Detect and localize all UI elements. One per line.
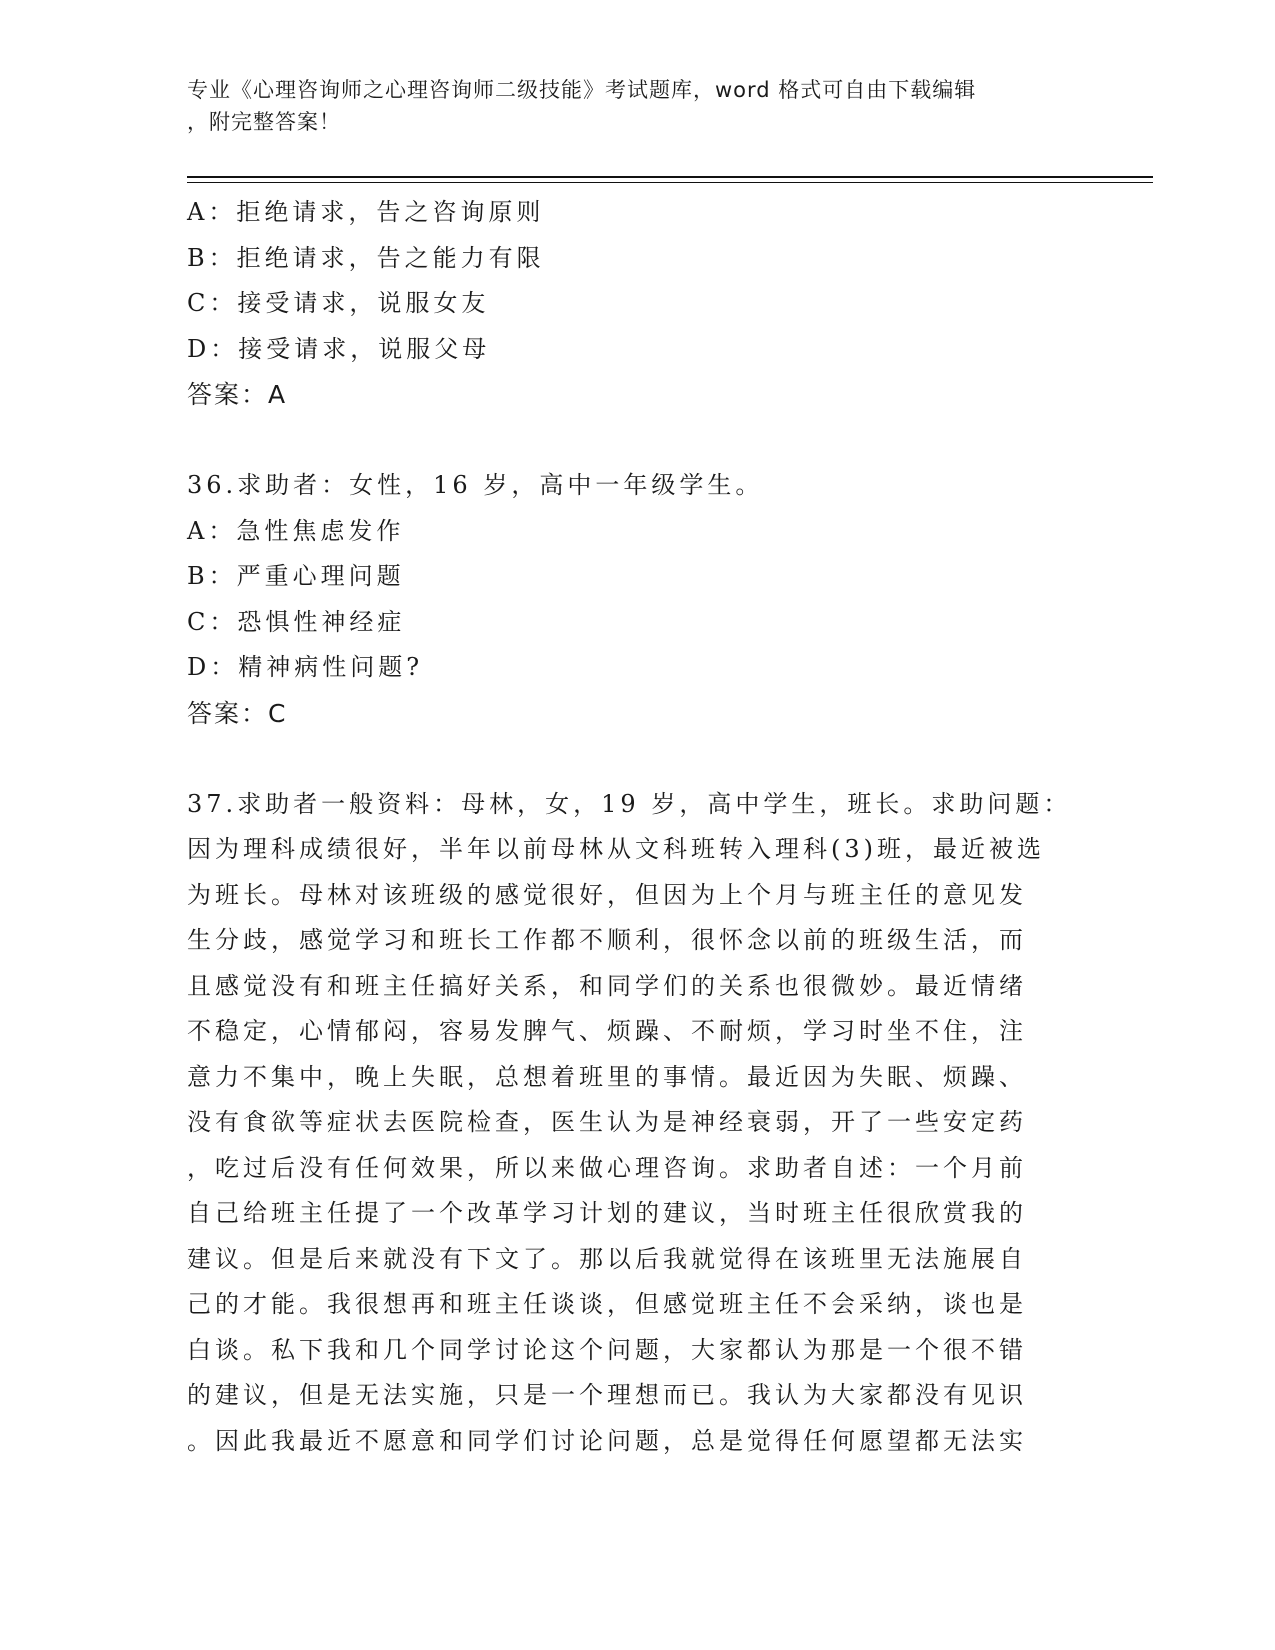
- question-36-block: [187, 463, 1077, 736]
- header-rule-thick: [187, 176, 1153, 178]
- paragraph-line: 生分歧，感觉学习和班长工作都不顺利，很怀念以前的班级生活，而: [187, 926, 1027, 954]
- question-stem: 36.求助者：女性，16 岁，高中一年级学生。: [187, 471, 764, 499]
- option-d: D：接受请求，说服父母: [187, 334, 491, 363]
- option-b: B：拒绝请求，告之能力有限: [187, 243, 545, 272]
- paragraph-line: 没有食欲等症状去医院检查，医生认为是神经衰弱，开了一些安定药: [187, 1108, 1027, 1136]
- paragraph-line: 意力不集中，晚上失眠，总想着班里的事情。最近因为失眠、烦躁、: [187, 1062, 1027, 1091]
- paragraph-line: 且感觉没有和班主任搞好关系，和同学们的关系也很微妙。最近情绪: [187, 971, 1027, 1000]
- spacer: [187, 736, 1077, 782]
- document-body: [187, 190, 1077, 1464]
- question-35-block: [187, 190, 1077, 418]
- option-d: D：精神病性问题?: [187, 653, 424, 681]
- question-37-block: [187, 782, 1077, 1465]
- paragraph-line: 因为理科成绩很好，半年以前母林从文科班转入理科(3)班，最近被选: [187, 835, 1045, 863]
- paragraph-line: 自己给班主任提了一个改革学习计划的建议，当时班主任很欣赏我的: [187, 1199, 1027, 1227]
- paragraph-line: 的建议，但是无法实施，只是一个理想而已。我认为大家都没有见识: [187, 1381, 1027, 1409]
- paragraph-line: 不稳定，心情郁闷，容易发脾气、烦躁、不耐烦，学习时坐不住，注: [187, 1017, 1027, 1045]
- paragraph-line: 37.求助者一般资料：母林，女，19 岁，高中学生，班长。求助问题：: [187, 789, 1072, 818]
- option-c: C：恐惧性神经症: [187, 607, 406, 636]
- paragraph-line: ，吃过后没有任何效果，所以来做心理咨询。求助者自述：一个月前: [187, 1153, 1027, 1182]
- header-rule-thin: [187, 182, 1153, 183]
- answer-label: 答案：A: [187, 380, 288, 409]
- header-line-2: ，附完整答案！: [187, 110, 341, 134]
- paragraph-line: 白谈。私下我和几个同学讨论这个问题，大家都认为那是一个很不错: [187, 1335, 1027, 1364]
- paragraph-line: 。因此我最近不愿意和同学们讨论问题，总是觉得任何愿望都无法实: [187, 1426, 1027, 1455]
- option-a: A：急性焦虑发作: [187, 516, 405, 545]
- paragraph-line: 为班长。母林对该班级的感觉很好，但因为上个月与班主任的意见发: [187, 880, 1027, 909]
- header-line-1: 专业《心理咨询师之心理咨询师二级技能》考试题库，word 格式可自由下载编辑: [187, 78, 977, 102]
- answer-label: 答案：C: [187, 698, 288, 728]
- document-header: [187, 74, 1067, 138]
- spacer: [187, 418, 1077, 464]
- option-a: A：拒绝请求，告之咨询原则: [187, 198, 545, 226]
- paragraph-line: 建议。但是后来就没有下文了。那以后我就觉得在该班里无法施展自: [187, 1244, 1027, 1273]
- option-c: C：接受请求，说服女友: [187, 289, 490, 317]
- option-b: B：严重心理问题: [187, 562, 405, 590]
- paragraph-line: 己的才能。我很想再和班主任谈谈，但感觉班主任不会采纳，谈也是: [187, 1290, 1027, 1318]
